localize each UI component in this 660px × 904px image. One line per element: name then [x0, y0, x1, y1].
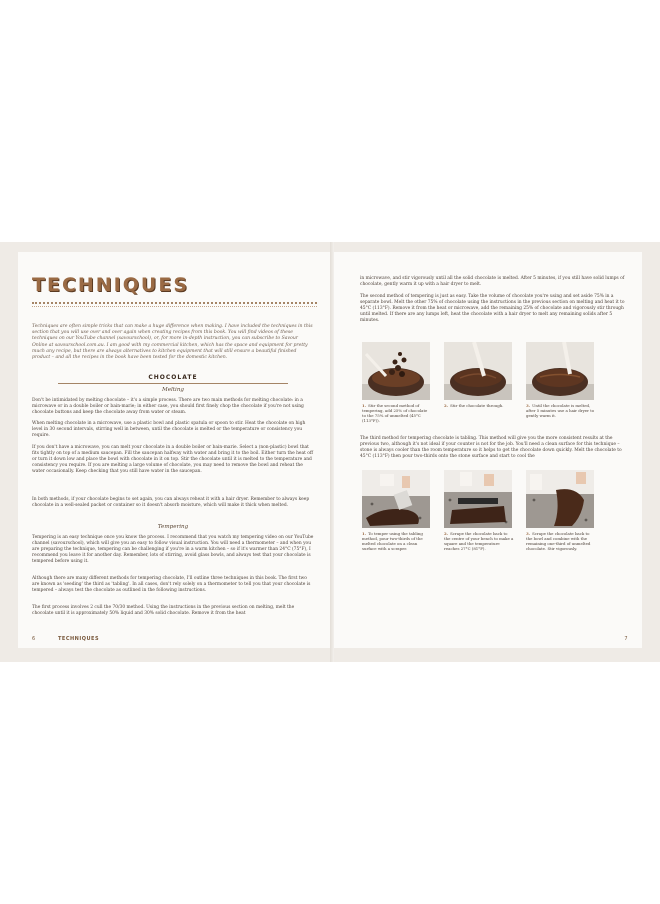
caption-text: Stir the second method of tempering, add 25% of chocolate to the 75% of unmelted (45°C (113°F)).: [362, 403, 428, 423]
caption-text: Until the chocolate is melted, after 5 minutes use a hair dryer to gently warm it.: [526, 403, 595, 418]
page-number-right: 7: [624, 636, 628, 642]
page-number-left: 6: [32, 636, 36, 642]
title-divider-secondary: [32, 306, 317, 307]
caption-text: Scrape the chocolate back to the bowl and combine with the remaining one-third of unmelted chocolate. Stir vigorously.: [526, 531, 591, 551]
caption-tabling-1: [362, 532, 432, 552]
right-paragraph-1: in microwave, and stir vigorously until all the solid chocolate is melted. After 5 minutes, if you still have solid lumps of chocolate, gently warm it up with a hair dryer to melt.: [360, 276, 625, 287]
caption-number: 3.: [526, 531, 531, 536]
stir-bowl-image: [444, 342, 512, 400]
caption-seeding-2: [444, 404, 514, 409]
melting-paragraph-2: When melting chocolate in a microwave, use a plastic bowl and plastic spatula or spoon to stir. Heat the chocolate on high level in 30 second intervals, stirring well in between, until the chocolate is melted or the temperature or consistency you require.: [32, 421, 306, 438]
caption-text: Scrape the chocolate back to the centre of your bench to make a square and the temperature reaches 27°C (81°F).: [444, 531, 514, 551]
caption-text: Stir the chocolate through.: [450, 403, 504, 408]
tempering-paragraph-2: Although there are many different methods for tempering chocolate, I'll outline three techniques in this book. The first two are known as 'seeding' the third as 'tabling'. In all cases, don't rely solely on a thermometer to tell you that your chocolate is tempered – always test the chocolate as outlined in the following instructions.: [32, 576, 311, 593]
melting-paragraph-1: Don't be intimidated by melting chocolate – it's a simple process. There are two main methods for melting chocolate: in a microwave or in a double boiler or bain-marie; in either case, you should first finely chop the chocolate if you're not using chocolate buttons and keep the chocolate away from water or steam.: [32, 398, 304, 415]
right-paragraph-2: The second method of tempering is just as easy. Take the volume of chocolate you're using and set aside 75% in a separate bowl. Melt the other 75% of chocolate using the instructions in the previous section on melting and heat it to 45°C (113°F). Remove it from the heat or microwave, add the remaining 25% of chocolate and vigorously stir through until melted. If there are any lumps left, heat the chocolate with a hair dryer to melt any remaining solids after 5 minutes.: [360, 294, 625, 323]
tempering-paragraph-1: Tempering is an easy technique once you know the process. I recommend that you watch my tempering video on our YouTube channel (savourschool), which will give you an easy to follow visual instruction. You will need a thermometer – and when you are preparing the technique, tempering can be challenging if you're in a warm kitchen – so if it's warmer than 24°C (75°F), I recommend you leave it for another day. Remember, lots of stirring, avoid glass bowls, and always test that your chocolate is tempered before using it.: [32, 535, 314, 564]
tempering-paragraph-3: The first process involves 2 cull the 70/30 method. Using the instructions in the previous section on melting, melt the chocolate until it is approximately 50% liquid and 30% solid chocolate. Remove it from the heat: [32, 605, 295, 616]
section-divider: [58, 383, 288, 384]
melting-paragraph-3: If you don't have a microwave, you can melt your chocolate in a double boiler or bain-marie. Select a (non-plastic) bowl that fits tightly on top of a medium saucepan. Fill the saucepan halfway with water and bring it to the boil. Either turn the heat off or turn it down low and place the bowl with chocolate in it on top. Stir the chocolate until it is melted to the temperature and consistency you require. If you are melting a large volume of chocolate, you may need to remove the bowl and reheat the water occasionally. Keep checking that you still have water in the saucepan.: [32, 445, 314, 474]
photo-seeding-hair-dryer: [526, 342, 594, 400]
caption-number: 1.: [362, 531, 367, 536]
seeding-bowl-image: [362, 342, 430, 400]
caption-number: 2.: [444, 403, 449, 408]
photo-tabling-scrape: [444, 470, 512, 528]
caption-tabling-3: [526, 532, 596, 552]
title-divider: [32, 302, 317, 304]
chocolate-heading: CHOCOLATE: [148, 374, 198, 381]
caption-seeding-3: [526, 404, 596, 419]
intro-text: Techniques are often simple tricks that can make a huge difference when making. I have included the techniques in this section that you will use over and over again when creating recipes from this book. You will find videos of these techniques on our YouTube channel (savourschool), or, for more in-depth instruction, you can subscribe to Savour Online at savourschool.com.au. I am good with my commercial kitchen, which has the space and equipment for pretty much any recipe, but there are always alternatives to kitchen equipment that will still ensure a beautiful finished product – and all the recipes in the book have been tested for the domestic kitchen.: [32, 324, 313, 361]
caption-text: To temper using the tabling method, pour two-thirds of the melted chocolate on a clean surface with a scraper.: [362, 531, 423, 551]
caption-number: 3.: [526, 403, 531, 408]
tabling-paragraph: The third method for tempering chocolate is tabling. This method will give you the more consistent results at the previous two, although it's not ideal if your counter is not for the job. You'll need a clean surface for this technique – stone is always cooler than the room temperature so it helps to get the chocolate down quickly. Melt the chocolate to 45°C (113°F) then pour two-thirds onto the stone surface and start to cool the: [360, 436, 622, 459]
melting-paragraph-4: In both methods, if your chocolate begins to set again, you can always reheat it with a hair dryer. Remember to always keep chocolate in a well-sealed packet or container so it doesn't absorb moisture, which will make it thick when melted.: [32, 497, 310, 508]
left-page: [18, 252, 330, 648]
right-page: [334, 252, 642, 648]
tabling-pour-image: [362, 470, 430, 528]
melting-heading: Melting: [161, 387, 185, 393]
page-title: TECHNIQUES: [32, 274, 189, 296]
caption-seeding-1: [362, 404, 432, 424]
book-spread: [0, 242, 660, 662]
tempering-heading: Tempering: [157, 524, 189, 530]
caption-number: 1.: [362, 403, 367, 408]
tabling-return-image: [526, 470, 594, 528]
caption-number: 2.: [444, 531, 449, 536]
photo-tabling-pour: [362, 470, 430, 528]
caption-tabling-2: [444, 532, 514, 552]
melted-bowl-image: [526, 342, 594, 400]
photo-seeding-stir: [444, 342, 512, 400]
photo-seeding-add-chocolate: [362, 342, 430, 400]
photo-tabling-return: [526, 470, 594, 528]
folio-label: TECHNIQUES: [58, 636, 100, 642]
tabling-scrape-image: [444, 470, 512, 528]
